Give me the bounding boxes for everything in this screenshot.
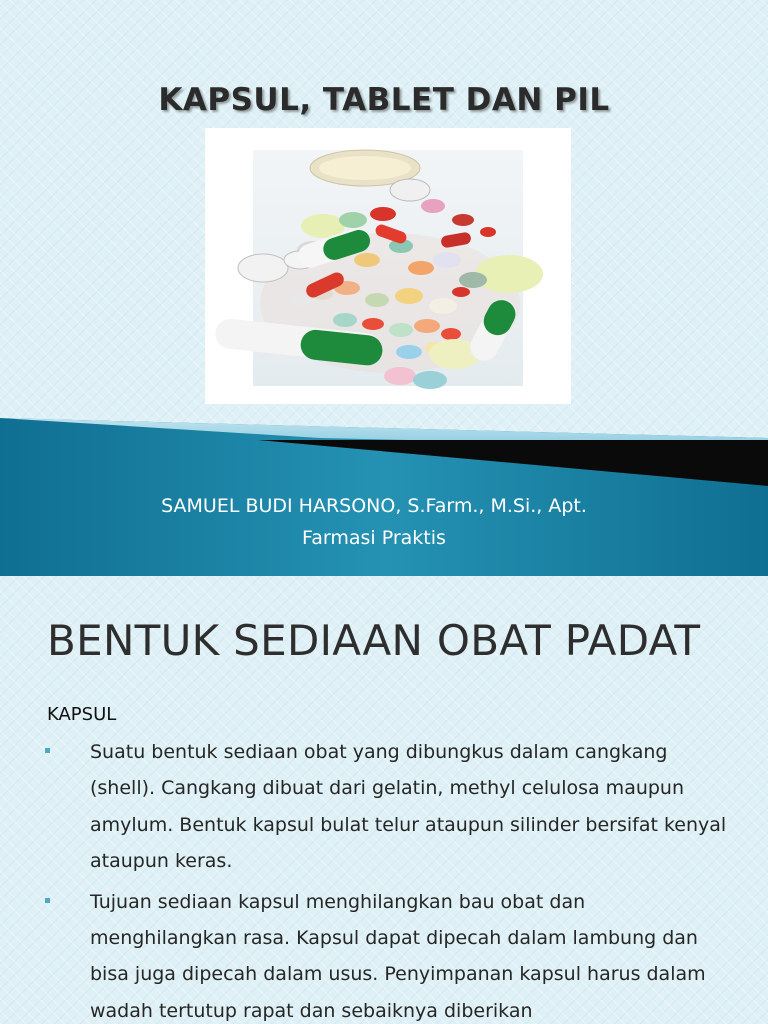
author-name: SAMUEL BUDI HARSONO, S.Farm., M.Si., Apt. [161, 495, 587, 517]
bullet-item [45, 884, 735, 1024]
bullet-text: Suatu bentuk sediaan obat yang dibungkus dalam cangkang (shell). Cangkang dibuat dari gelatin, methyl celulosa maupun amylum. Bentuk kapsul bulat telur ataupun silinder bersifat kenyal ataupun keras. [90, 741, 727, 873]
bullet-text: Tujuan sediaan kapsul menghilangkan bau obat dan menghilangkan rasa. Kapsul dapat dipecah dalam lambung dan bisa juga dipecah dalam usus. Penyimpanan kapsul harus dalam wadah tertutup rapat dan sebaiknya diberikan [90, 890, 706, 1022]
course-name: Farmasi Praktis [302, 527, 446, 549]
bullet-item [45, 734, 735, 880]
section-heading: KAPSUL [47, 704, 117, 725]
author-block [0, 490, 748, 554]
bullet-list [45, 734, 735, 1024]
content-title: BENTUK SEDIAAN OBAT PADAT [47, 616, 701, 665]
bullet-marker-icon [45, 898, 50, 903]
pills-photo [205, 128, 571, 404]
slide-title: KAPSUL, TABLET DAN PIL [158, 82, 610, 118]
pills-illustration [205, 128, 571, 404]
content-slide [0, 576, 768, 1024]
bullet-marker-icon [45, 748, 50, 753]
